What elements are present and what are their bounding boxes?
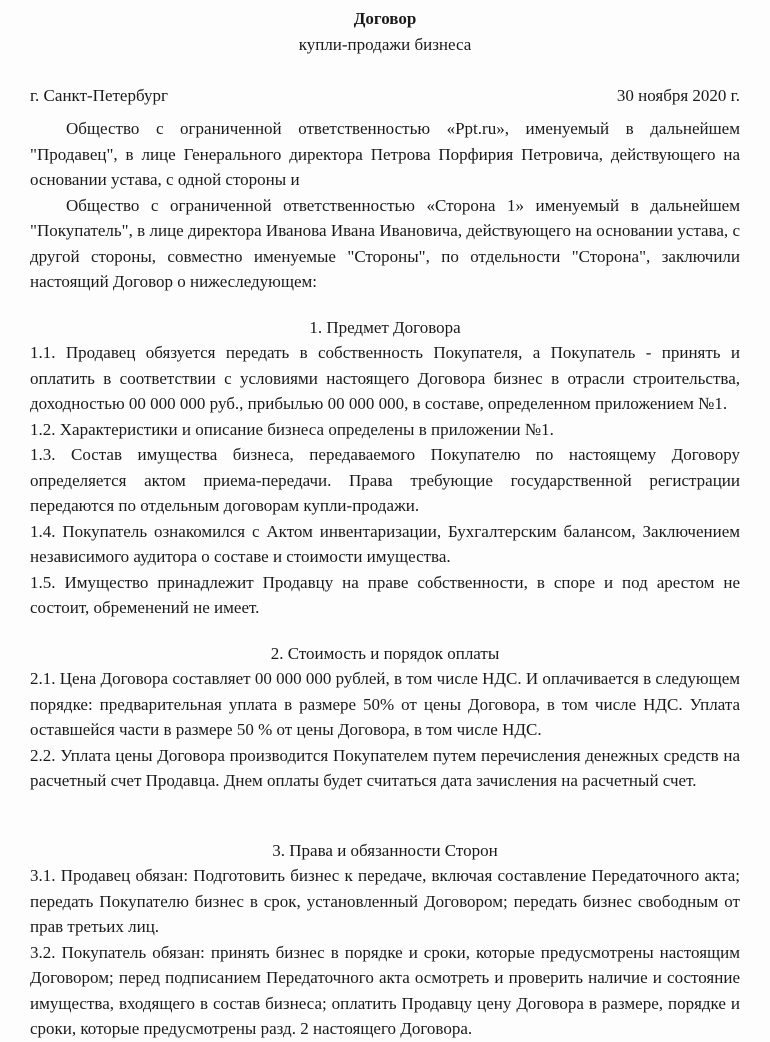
- section-heading-price: 2. Стоимость и порядок оплаты: [270, 643, 500, 663]
- document-date: 30 ноября 2020 г.: [616, 86, 740, 105]
- section-heading-rights: 3. Права и обязанности Сторон: [272, 840, 498, 860]
- document-city: г. Санкт-Петербург: [30, 86, 168, 105]
- document-meta-row: [30, 84, 740, 108]
- preamble-paragraph-seller: Общество с ограниченной ответственностью «Ppt.ru», именуемый в дальнейшем "Продавец", в лице Генерального директора Петрова Порфирия Петровича, действующего на основании устава, с одной стороны и: [30, 119, 740, 189]
- clause-1-4: 1.4. Покупатель ознакомился с Актом инвентаризации, Бухгалтерским балансом, Заключением независимого аудитора о составе и стоимости имущества.: [30, 521, 740, 566]
- clause-3-1: 3.1. Продавец обязан: Подготовить бизнес к передаче, включая составление Передаточного акта; передать Покупателю бизнес в срок, установленный Договором; передать бизнес свободным от прав третьих лиц.: [30, 866, 740, 936]
- document-subtitle: купли-продажи бизнеса: [298, 35, 472, 54]
- clause-1-5: 1.5. Имущество принадлежит Продавцу на праве собственности, в споре и под арестом не состоит, обременений не имеет.: [30, 572, 740, 617]
- clause-1-1: 1.1. Продавец обязуется передать в собственность Покупателя, а Покупатель - принять и оплатить в соответствии с условиями настоящего Договора бизнес в отрасли строительства, доходностью 00 000 000 руб., прибылью 00 000 000, в составе, определенном приложением №1.: [30, 343, 740, 413]
- document-title: Договор: [353, 9, 417, 28]
- clause-2-2: 2.2. Уплата цены Договора производится Покупателем путем перечисления денежных средств на расчетный счет Продавца. Днем оплаты будет считаться дата зачисления на расчетный счет.: [30, 745, 740, 790]
- preamble-paragraph-buyer: Общество с ограниченной ответственностью «Сторона 1» именуемый в дальнейшем "Покупатель", в лице директора Иванова Ивана Ивановича, действующего на основании устава, с другой стороны, совместно именуемые "Стороны", по отдельности "Сторона", заключили настоящий Договор о нижеследующем:: [30, 195, 740, 291]
- clause-3-2: 3.2. Покупатель обязан: принять бизнес в порядке и сроки, которые предусмотрены настоящим Договором; перед подписанием Передаточного акта осмотреть и проверить наличие и состояние имущества, входящего в состав бизнеса; оплатить Продавцу цену Договора в размере, порядке и сроки, которые предусмотрены разд. 2 настоящего Договора.: [30, 942, 740, 1038]
- clause-1-2: 1.2. Характеристики и описание бизнеса определены в приложении №1.: [30, 419, 554, 439]
- section-heading-subject: 1. Предмет Договора: [309, 317, 461, 337]
- clause-1-3: 1.3. Состав имущества бизнеса, передаваемого Покупателю по настоящему Договору определяется актом приема-передачи. Права требующие государственной регистрации передаются по отдельным договорам купли-продажи.: [30, 445, 740, 515]
- clause-2-1: 2.1. Цена Договора составляет 00 000 000 рублей, в том числе НДС. И оплачивается в следующем порядке: предварительная уплата в размере 50% от цены Договора, в том числе НДС. Уплата оставшейся части в размере 50 % от цены Договора, в том числе НДС.: [30, 669, 740, 739]
